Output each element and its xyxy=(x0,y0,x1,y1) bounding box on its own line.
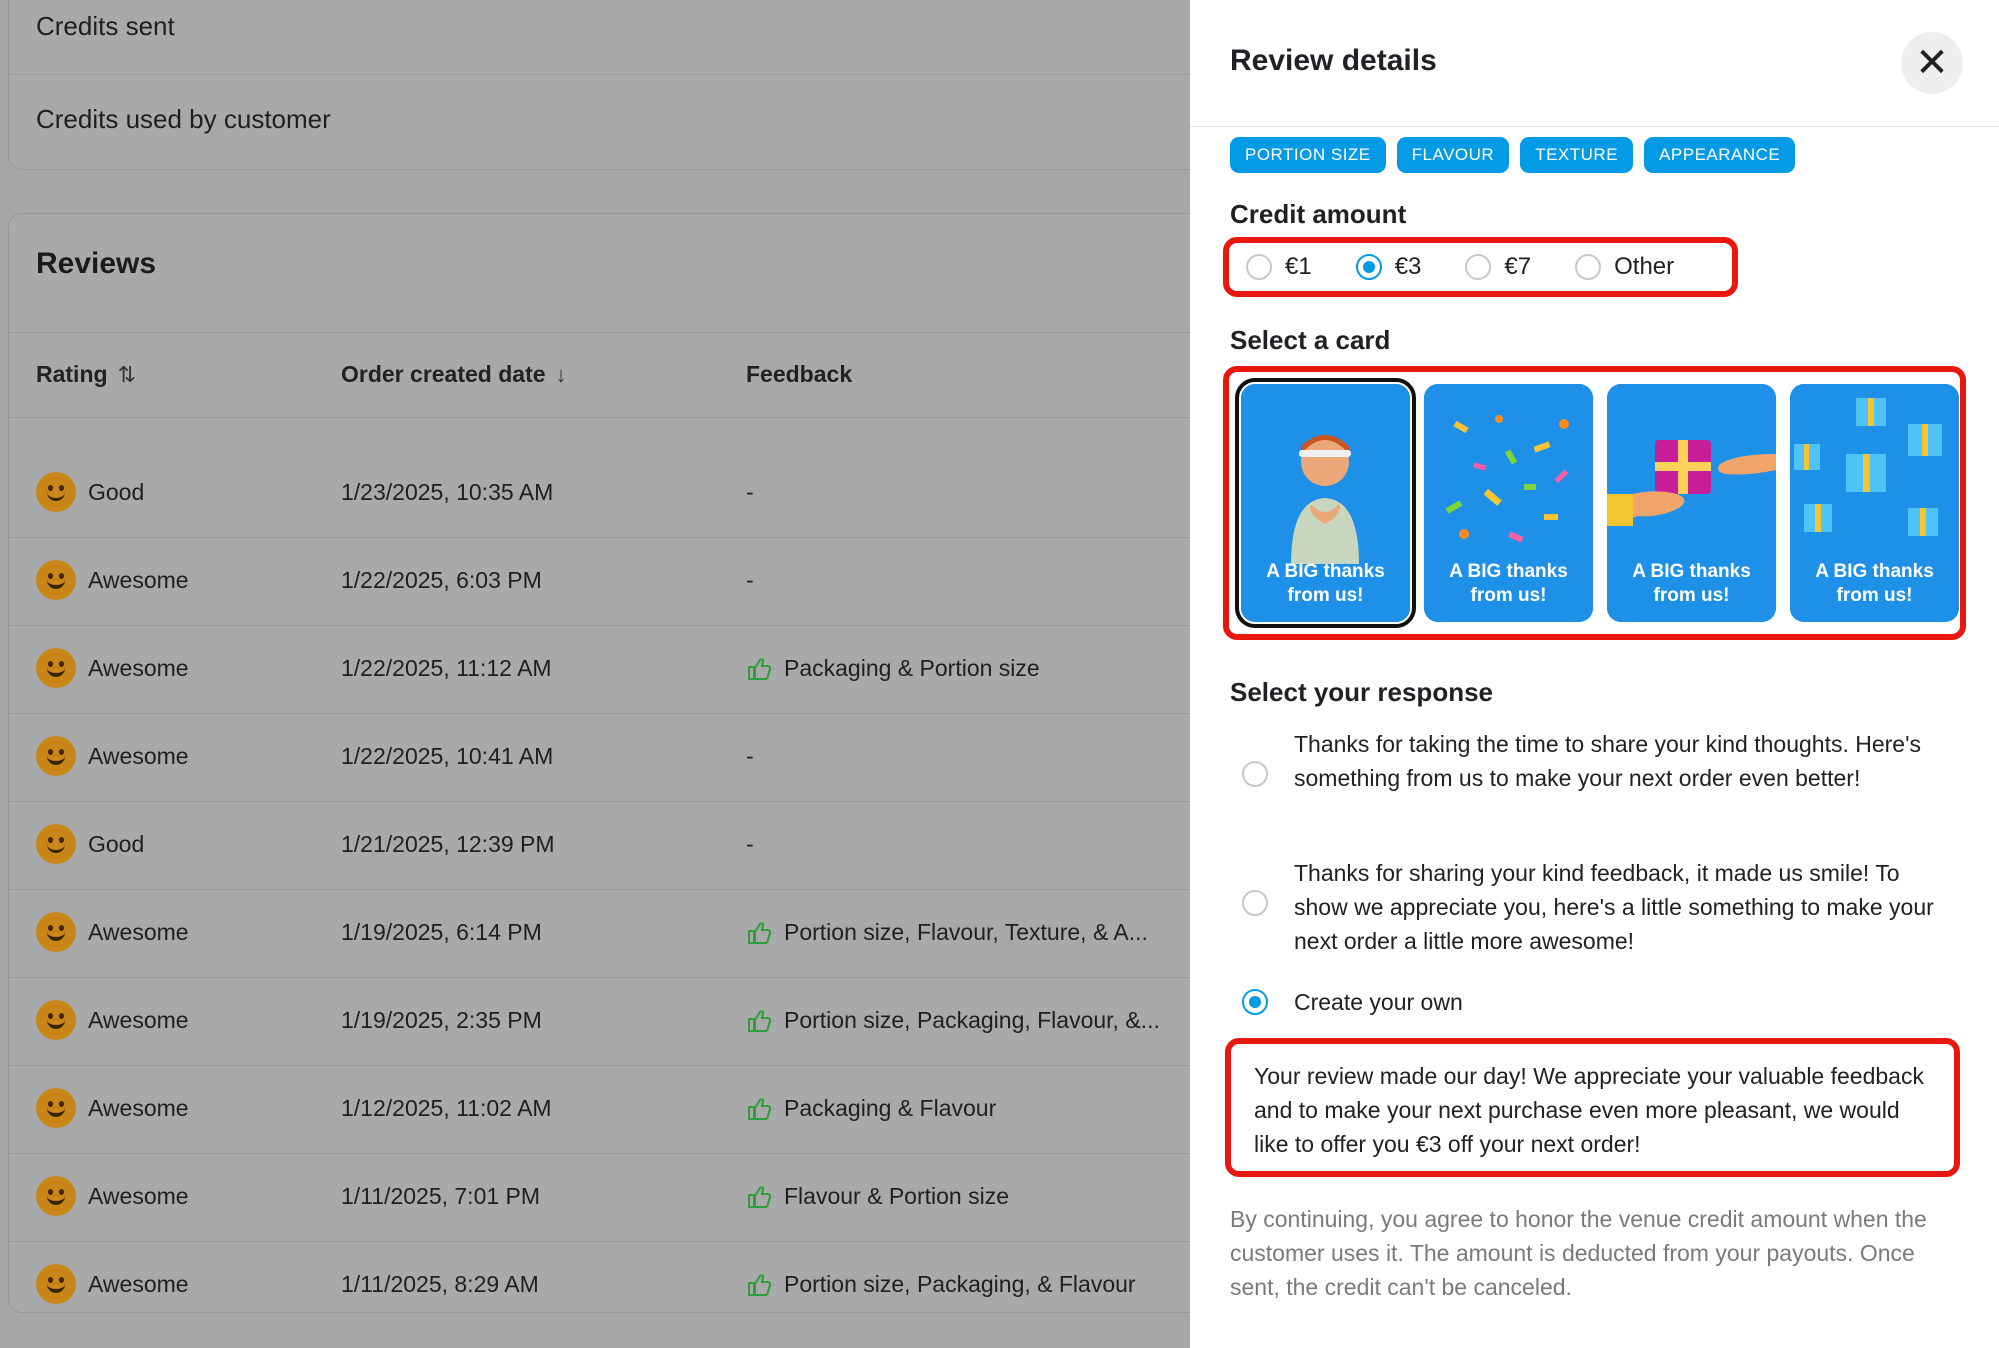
feedback-chip: APPEARANCE xyxy=(1644,137,1795,173)
feedback-text: - xyxy=(746,743,754,769)
rating-cell xyxy=(36,648,189,688)
grinning-face-icon xyxy=(36,1176,76,1216)
thumbs-up-icon xyxy=(746,1008,772,1034)
radio-button[interactable] xyxy=(1575,254,1601,280)
card-caption-line: A BIG thanks xyxy=(1632,561,1751,582)
table-row[interactable] xyxy=(9,1242,1207,1313)
thank-you-card[interactable] xyxy=(1607,384,1776,622)
feedback-cell xyxy=(746,919,1148,946)
feedback-text: Flavour & Portion size xyxy=(784,1183,1009,1209)
order-date-cell: 1/12/2025, 11:02 AM xyxy=(341,1095,552,1121)
review-details-drawer xyxy=(1190,0,1999,1348)
feedback-chip: TEXTURE xyxy=(1520,137,1633,173)
radio-button[interactable] xyxy=(1242,890,1268,916)
reviews-table-body xyxy=(9,450,1207,1313)
order-date-cell: 1/19/2025, 6:14 PM xyxy=(341,919,542,945)
response-option-create-own[interactable] xyxy=(1242,985,1942,1019)
order-date-cell: 1/11/2025, 8:29 AM xyxy=(341,1271,539,1297)
card-caption-line: from us! xyxy=(1287,585,1364,606)
thumbs-up-icon xyxy=(746,1272,772,1298)
column-header-feedback xyxy=(746,361,852,388)
feedback-text: Packaging & Flavour xyxy=(784,1095,997,1121)
column-header-rating[interactable] xyxy=(36,361,136,388)
credits-sent-label: Credits sent xyxy=(36,11,175,41)
credit-option-label: €7 xyxy=(1504,253,1532,280)
feedback-text: Portion size, Packaging, & Flavour xyxy=(784,1271,1136,1297)
card-caption-line: A BIG thanks xyxy=(1449,561,1568,582)
sort-up-down-icon[interactable]: ⇅ xyxy=(117,361,136,387)
thumbs-up-icon xyxy=(746,1184,772,1210)
rating-cell xyxy=(36,912,189,952)
feedback-cell xyxy=(746,1183,1009,1210)
rating-label: Good xyxy=(88,478,145,505)
card-caption-line: A BIG thanks xyxy=(1815,561,1934,582)
grinning-face-icon xyxy=(36,912,76,952)
card-caption-line: from us! xyxy=(1653,585,1730,606)
rating-cell xyxy=(36,472,144,512)
thank-you-card[interactable] xyxy=(1790,384,1959,622)
response-option-1[interactable] xyxy=(1242,727,1942,795)
rating-label: Good xyxy=(88,830,145,857)
credit-option[interactable] xyxy=(1356,253,1422,281)
credit-option[interactable] xyxy=(1246,253,1312,281)
grinning-face-icon xyxy=(36,560,76,600)
feedback-text: - xyxy=(746,831,754,857)
grinning-face-icon xyxy=(36,1088,76,1128)
rating-label: Awesome xyxy=(88,1094,189,1121)
order-date-cell: 1/21/2025, 12:39 PM xyxy=(341,831,555,857)
card-caption xyxy=(1241,560,1410,608)
credit-option-label: €1 xyxy=(1285,253,1312,280)
smiling-face-icon xyxy=(36,472,76,512)
feedback-cell xyxy=(746,743,754,770)
table-row[interactable] xyxy=(9,978,1207,1066)
card-caption xyxy=(1607,560,1776,608)
response-option-text: Create your own xyxy=(1294,989,1463,1015)
table-row[interactable] xyxy=(9,626,1207,714)
thank-you-card[interactable] xyxy=(1241,384,1410,622)
select-card-label: Select a card xyxy=(1230,325,1391,355)
table-row[interactable] xyxy=(9,538,1207,626)
rating-cell xyxy=(36,824,144,864)
feedback-text: - xyxy=(746,567,754,593)
card-caption-line: A BIG thanks xyxy=(1266,561,1385,582)
drawer-title: Review details xyxy=(1230,44,1437,77)
rating-label: Awesome xyxy=(88,566,189,593)
feedback-chips xyxy=(1230,137,1795,173)
credit-option-label: Other xyxy=(1614,253,1675,280)
feedback-cell xyxy=(746,479,754,506)
card-caption-line: from us! xyxy=(1470,585,1547,606)
response-option-text: Thanks for sharing your kind feedback, it made us smile! To show we appreciate you, here's a little something to make your next order a little more awesome! xyxy=(1294,860,1934,954)
credit-option[interactable] xyxy=(1465,253,1531,281)
card-caption xyxy=(1424,560,1593,608)
feedback-cell xyxy=(746,1271,1136,1298)
rating-label: Awesome xyxy=(88,1006,189,1033)
feedback-text: Portion size, Packaging, Flavour, &... xyxy=(784,1007,1160,1033)
radio-button-selected[interactable] xyxy=(1242,989,1268,1015)
feedback-text: - xyxy=(746,479,754,505)
feedback-text: Portion size, Flavour, Texture, & A... xyxy=(784,919,1148,945)
radio-button-selected[interactable] xyxy=(1356,254,1382,280)
grinning-face-icon xyxy=(36,736,76,776)
table-row[interactable] xyxy=(9,1066,1207,1154)
select-response-label: Select your response xyxy=(1230,677,1493,707)
feedback-chip: PORTION SIZE xyxy=(1230,137,1386,173)
rating-cell xyxy=(36,1264,189,1304)
grinning-face-icon xyxy=(36,648,76,688)
rating-label: Awesome xyxy=(88,918,189,945)
rating-cell xyxy=(36,736,189,776)
credits-card xyxy=(8,0,1208,170)
order-date-cell: 1/22/2025, 6:03 PM xyxy=(341,567,542,593)
card-caption-line: from us! xyxy=(1836,585,1913,606)
radio-button[interactable] xyxy=(1246,254,1272,280)
column-header-order-date[interactable] xyxy=(341,361,567,388)
reviews-title: Reviews xyxy=(36,247,157,280)
grinning-face-icon xyxy=(36,1264,76,1304)
feedback-cell xyxy=(746,567,754,594)
credit-amount-options xyxy=(1246,253,1718,281)
feedback-cell xyxy=(746,831,754,858)
order-date-cell: 1/19/2025, 2:35 PM xyxy=(341,1007,542,1033)
card-caption xyxy=(1790,560,1959,608)
order-date-cell: 1/22/2025, 10:41 AM xyxy=(341,743,554,769)
feedback-cell xyxy=(746,1007,1160,1034)
feedback-cell xyxy=(746,655,1040,682)
reviews-card xyxy=(8,213,1208,1313)
radio-button[interactable] xyxy=(1242,761,1268,787)
table-row[interactable] xyxy=(9,714,1207,802)
rating-label: Awesome xyxy=(88,1182,189,1209)
thumbs-up-icon xyxy=(746,1096,772,1122)
radio-button[interactable] xyxy=(1465,254,1491,280)
feedback-cell xyxy=(746,1095,996,1122)
rating-cell xyxy=(36,1088,189,1128)
thumbs-up-icon xyxy=(746,656,772,682)
table-row[interactable] xyxy=(9,890,1207,978)
rating-cell xyxy=(36,1176,189,1216)
close-icon: ✕ xyxy=(1915,41,1949,85)
grinning-face-icon xyxy=(36,1000,76,1040)
arrow-down-icon[interactable]: ↓ xyxy=(555,361,567,387)
response-option-2[interactable] xyxy=(1242,856,1942,958)
credit-option-label: €3 xyxy=(1394,253,1422,280)
feedback-text: Packaging & Portion size xyxy=(784,655,1040,681)
column-header-feedback-label: Feedback xyxy=(746,361,853,387)
rating-label: Awesome xyxy=(88,742,189,769)
rating-label: Awesome xyxy=(88,654,189,681)
credits-used-label: Credits used by customer xyxy=(36,104,331,134)
order-date-cell: 1/22/2025, 11:12 AM xyxy=(341,655,552,681)
thumbs-up-icon xyxy=(746,920,772,946)
rating-label: Awesome xyxy=(88,1270,189,1297)
credit-option[interactable] xyxy=(1575,253,1674,281)
column-header-rating-label: Rating xyxy=(36,361,108,387)
rating-cell xyxy=(36,1000,189,1040)
credit-amount-label: Credit amount xyxy=(1230,199,1407,229)
order-date-cell: 1/23/2025, 10:35 AM xyxy=(341,479,554,505)
disclaimer-text: By continuing, you agree to honor the venue credit amount when the customer uses it. The amount is deducted from your payouts. Once sent, the credit can't be canceled. xyxy=(1230,1206,1927,1300)
feedback-chip: FLAVOUR xyxy=(1397,137,1510,173)
rating-cell xyxy=(36,560,189,600)
column-header-date-label: Order created date xyxy=(341,361,546,387)
order-date-cell: 1/11/2025, 7:01 PM xyxy=(341,1183,541,1209)
reviews-table-header xyxy=(9,332,1207,418)
table-row[interactable] xyxy=(9,1154,1207,1242)
drawer-header xyxy=(1190,0,1999,127)
response-option-text: Thanks for taking the time to share your kind thoughts. Here's something from us to make your next order even better! xyxy=(1294,731,1921,791)
card-options xyxy=(1241,384,1959,622)
table-row[interactable] xyxy=(9,802,1207,890)
custom-response-textarea[interactable] xyxy=(1231,1044,1954,1171)
divider xyxy=(9,74,1207,75)
thank-you-card[interactable] xyxy=(1424,384,1593,622)
table-row[interactable] xyxy=(9,450,1207,538)
smiling-face-icon xyxy=(36,824,76,864)
close-button[interactable] xyxy=(1901,32,1963,94)
